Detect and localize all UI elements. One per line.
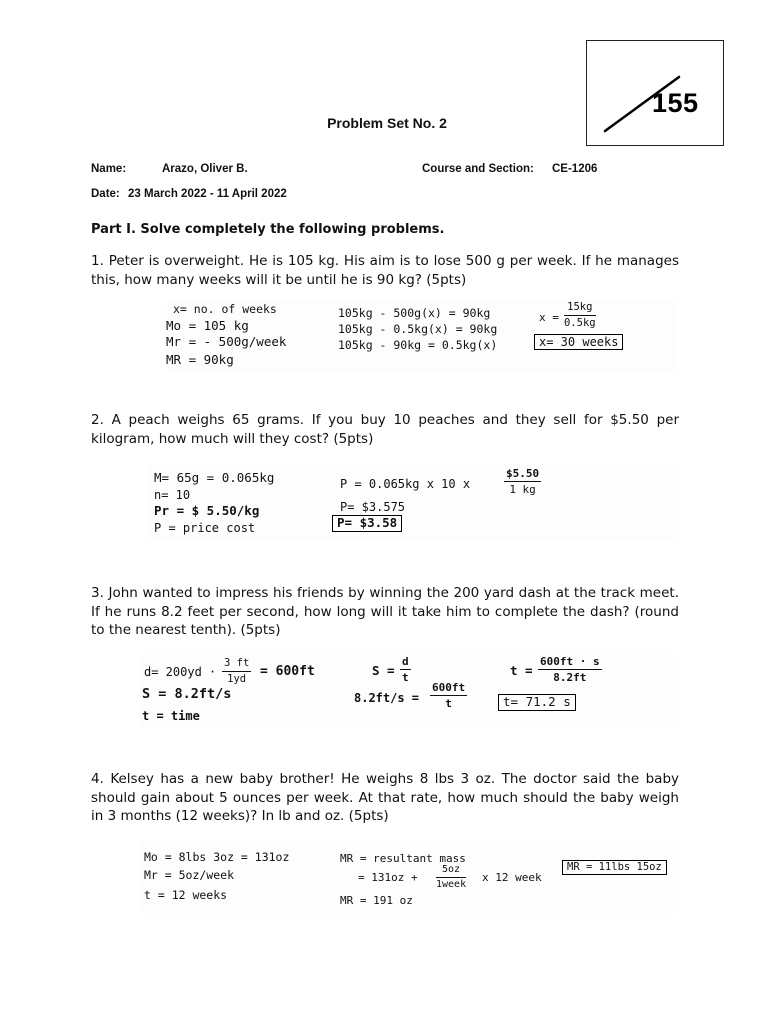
course-label: Course and Section: bbox=[422, 163, 534, 175]
q4-work-2-prefix: = 131oz + bbox=[358, 871, 418, 884]
q2-work-2: P= $3.575 bbox=[340, 500, 406, 514]
q3-given-prefix: d= 200yd · bbox=[144, 665, 217, 679]
q1-work-3: 105kg - 90kg = 0.5kg(x) bbox=[338, 338, 498, 352]
question-3-solution bbox=[140, 654, 678, 728]
q4-given-3: t = 12 weeks bbox=[144, 888, 228, 902]
q1-frac-den: 0.5kg bbox=[564, 316, 596, 329]
part-heading: Part I. Solve completely the following problems. bbox=[91, 222, 445, 237]
q3-s-num: d bbox=[402, 655, 409, 668]
q2-answer: P= $3.58 bbox=[332, 515, 402, 532]
q4-answer: MR = 11lbs 15oz bbox=[562, 860, 667, 875]
question-2-solution bbox=[148, 464, 678, 540]
q4-frac-num: 5oz bbox=[436, 865, 466, 878]
q2-frac-num: $5.50 bbox=[506, 467, 540, 480]
q1-work-2: 105kg - 0.5kg(x) = 90kg bbox=[338, 322, 498, 336]
q1-frac-num: 15kg bbox=[564, 302, 596, 316]
q3-sub-num: 600ft bbox=[432, 681, 466, 694]
q4-given-1: Mo = 8lbs 3oz = 131oz bbox=[144, 850, 290, 864]
q3-t-fraction bbox=[538, 656, 602, 683]
q1-fraction bbox=[564, 302, 596, 328]
date-label: Date: bbox=[91, 188, 120, 200]
q3-given-fraction bbox=[222, 658, 251, 684]
q1-given-2: Mo = 105 kg bbox=[166, 318, 249, 333]
q3-t-num: 600ft · s bbox=[540, 655, 600, 668]
q3-s-lhs: S = bbox=[372, 663, 395, 678]
question-3-text: 3. John wanted to impress his friends by winning the 200 yard dash at the track meet. If he runs 8.2 feet per second, how long will it take him to complete the dash? (round to the nearest tenth). (5pts) bbox=[91, 585, 679, 638]
q1-given-4: MR = 90kg bbox=[166, 352, 234, 367]
q2-given-4: P = price cost bbox=[154, 521, 256, 535]
q3-s-fraction bbox=[400, 656, 411, 683]
q4-work-2-fraction bbox=[436, 865, 466, 890]
q3-t-den: 8.2ft bbox=[553, 671, 587, 684]
q4-frac-den: 1week bbox=[436, 879, 467, 890]
q3-sub-fraction bbox=[430, 682, 467, 709]
course-value: CE-1206 bbox=[552, 163, 598, 175]
q3-given-suffix: = 600ft bbox=[260, 664, 315, 679]
q3-sub-den: t bbox=[445, 697, 452, 710]
name-label: Name: bbox=[91, 163, 127, 175]
question-4-text: 4. Kelsey has a new baby brother! He weighs 8 lbs 3 oz. The doctor said the baby should gain about 5 ounces per week. At that rate, how much should the baby weigh in 3 months (12 weeks)? In lb and oz. (5pts) bbox=[91, 771, 679, 824]
question-1-solution bbox=[166, 300, 676, 372]
page-title: Problem Set No. 2 bbox=[327, 115, 447, 131]
question-2-text: 2. A peach weighs 65 grams. If you buy 10 peaches and they sell for $5.50 per kilogram, how much will they cost? (5pts) bbox=[91, 412, 679, 447]
q1-eq-lhs: x = bbox=[539, 311, 559, 324]
q3-answer: t= 71.2 s bbox=[498, 694, 576, 711]
q2-given-3: Pr = $ 5.50/kg bbox=[154, 503, 260, 518]
question-1-text: 1. Peter is overweight. He is 105 kg. His aim is to lose 500 g per week. If he manages this, how many weeks will it be until he is 90 kg? (5pts) bbox=[91, 253, 679, 288]
q2-frac-den: 1 kg bbox=[509, 483, 536, 496]
q1-answer: x= 30 weeks bbox=[534, 334, 623, 350]
q2-fraction bbox=[504, 468, 541, 495]
q3-given-2: t = time bbox=[142, 709, 200, 723]
q3-s-den: t bbox=[402, 671, 409, 684]
q3-t-lhs: t = bbox=[510, 663, 533, 678]
q3-given-frac-den: 1yd bbox=[227, 672, 247, 685]
q3-given-frac-num: 3 ft bbox=[222, 658, 251, 672]
q1-given-1: x= no. of weeks bbox=[173, 302, 277, 316]
name-value: Arazo, Oliver B. bbox=[162, 163, 248, 175]
q2-given-2: n= 10 bbox=[154, 488, 191, 502]
date-value: 23 March 2022 - 11 April 2022 bbox=[128, 188, 287, 200]
q3-sub-lhs: 8.2ft/s = bbox=[354, 691, 420, 705]
question-4-solution bbox=[140, 842, 678, 914]
q4-given-2: Mr = 5oz/week bbox=[144, 868, 235, 882]
score-value: 155 bbox=[652, 88, 699, 118]
q1-given-3: Mr = - 500g/week bbox=[166, 334, 287, 349]
q2-work-prefix: P = 0.065kg x 10 x bbox=[340, 477, 471, 491]
q3-given-1: S = 8.2ft/s bbox=[142, 686, 232, 702]
q2-given-1: M= 65g = 0.065kg bbox=[154, 470, 275, 485]
q4-work-1: MR = resultant mass bbox=[340, 852, 466, 865]
q4-work-3: MR = 191 oz bbox=[340, 894, 413, 907]
q1-work-1: 105kg - 500g(x) = 90kg bbox=[338, 306, 491, 320]
q4-work-2-suffix: x 12 week bbox=[482, 871, 542, 884]
